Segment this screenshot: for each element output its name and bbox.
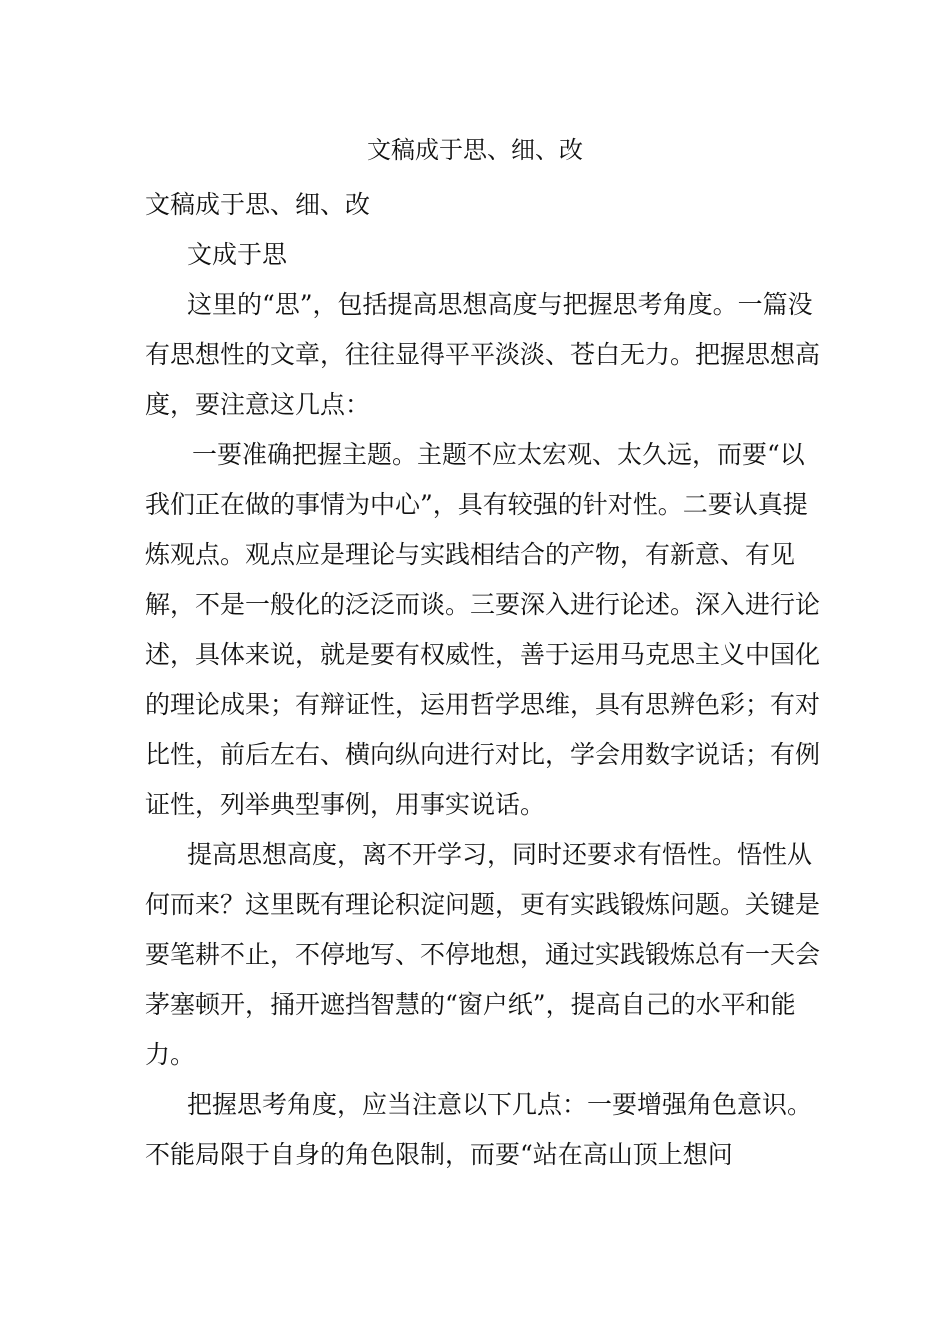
section-heading: 文成于思	[187, 240, 288, 269]
subtitle-paragraph: 文稿成于思、细、改	[145, 190, 371, 219]
body-paragraph: 把握思考角度，应当注意以下几点：一要增强角色意识。不能局限于自身的角色限制，而要“站在高山顶上想问	[145, 1090, 813, 1169]
document-title: 文稿成于思、细、改	[367, 136, 583, 164]
body-paragraph: 一要准确把握主题。主题不应太宏观、太久远，而要“以我们正在做的事情为中心”，具有较强的针对性。二要认真提炼观点。观点应是理论与实践相结合的产物，有新意、有见解，不是一般化的泛泛而谈。三要深入进行论述。深入进行论述，具体来说，就是要有权威性，善于运用马克思主义中国化的理论成果；有辩证性，运用哲学思维，具有思辨色彩；有对比性，前后左右、横向纵向进行对比，学会用数字说话；有例证性，列举典型事例，用事实说话。	[145, 440, 821, 819]
document-body	[145, 180, 825, 1180]
body-paragraph: 这里的“思”，包括提高思想高度与把握思考角度。一篇没有思想性的文章，往往显得平平淡淡、苍白无力。把握思想高度，要注意这几点：	[145, 290, 821, 419]
body-paragraph: 提高思想高度，离不开学习，同时还要求有悟性。悟性从何而来？这里既有理论积淀问题，更有实践锻炼问题。关键是要笔耕不止，不停地写、不停地想，通过实践锻炼总有一天会茅塞顿开，捅开遮挡智慧的“窗户纸”，提高自己的水平和能力。	[145, 840, 821, 1069]
